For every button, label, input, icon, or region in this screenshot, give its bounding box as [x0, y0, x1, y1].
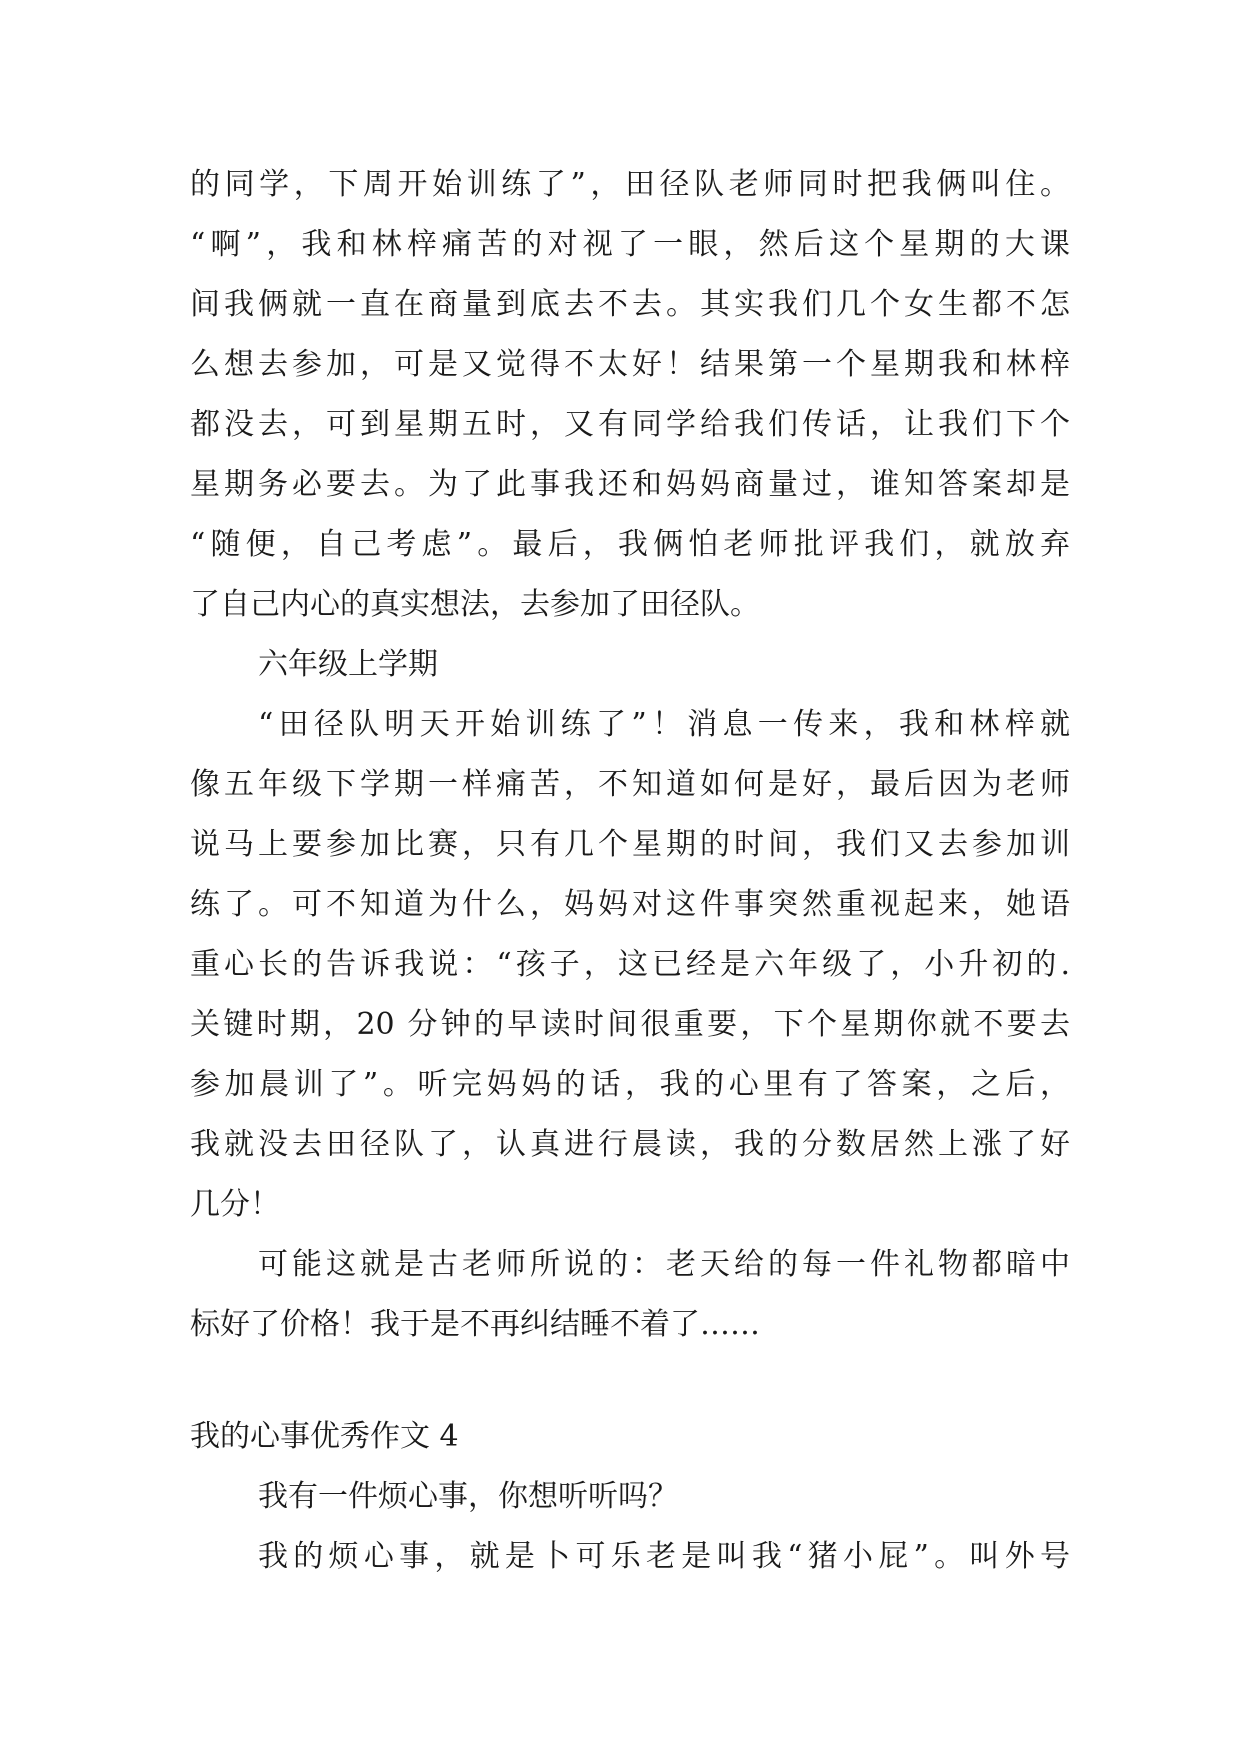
text-line: 标好了价格！我于是不再纠结睡不着了…… [190, 1307, 760, 1342]
text-line: 我的烦心事，就是卜可乐老是叫我“猪小屁”。叫外号 [258, 1539, 1070, 1574]
text-line: 几分！ [190, 1187, 280, 1222]
text-line: 了自己内心的真实想法，去参加了田径队。 [190, 587, 760, 622]
text-line: 么想去参加，可是又觉得不太好！结果第一个星期我和林梓 [190, 347, 1070, 382]
text-line: “随便，自己考虑”。最后，我俩怕老师批评我们，就放弃 [190, 527, 1070, 562]
text-line: 都没去，可到星期五时，又有同学给我们传话，让我们下个 [190, 407, 1070, 442]
section-subheading: 六年级上学期 [258, 647, 438, 682]
text-line: 可能这就是古老师所说的：老天给的每一件礼物都暗中 [258, 1247, 1070, 1282]
text-line: 重心长的告诉我说：“孩子，这已经是六年级了，小升初的. [190, 947, 1070, 982]
text-line: “田径队明天开始训练了”！消息一传来，我和林梓就 [258, 707, 1070, 742]
text-line: 间我俩就一直在商量到底去不去。其实我们几个女生都不怎 [190, 287, 1070, 322]
essay-title: 我的心事优秀作文 4 [190, 1419, 459, 1454]
text-line: 的同学，下周开始训练了”，田径队老师同时把我俩叫住。 [190, 167, 1070, 202]
text-line: 我有一件烦心事，你想听听吗？ [258, 1479, 678, 1514]
text-line: 关键时期，20 分钟的早读时间很重要，下个星期你就不要去 [190, 1007, 1070, 1042]
text-line: 参加晨训了”。听完妈妈的话，我的心里有了答案，之后， [190, 1067, 1070, 1102]
text-line: 星期务必要去。为了此事我还和妈妈商量过，谁知答案却是 [190, 467, 1070, 502]
text-line: 说马上要参加比赛，只有几个星期的时间，我们又去参加训 [190, 827, 1070, 862]
text-line: 我就没去田径队了，认真进行晨读，我的分数居然上涨了好 [190, 1127, 1070, 1162]
text-line: 练了。可不知道为什么，妈妈对这件事突然重视起来，她语 [190, 887, 1070, 922]
text-line: 像五年级下学期一样痛苦，不知道如何是好，最后因为老师 [190, 767, 1070, 802]
text-line: “啊”，我和林梓痛苦的对视了一眼，然后这个星期的大课 [190, 227, 1070, 262]
document-body [190, 155, 1070, 1587]
